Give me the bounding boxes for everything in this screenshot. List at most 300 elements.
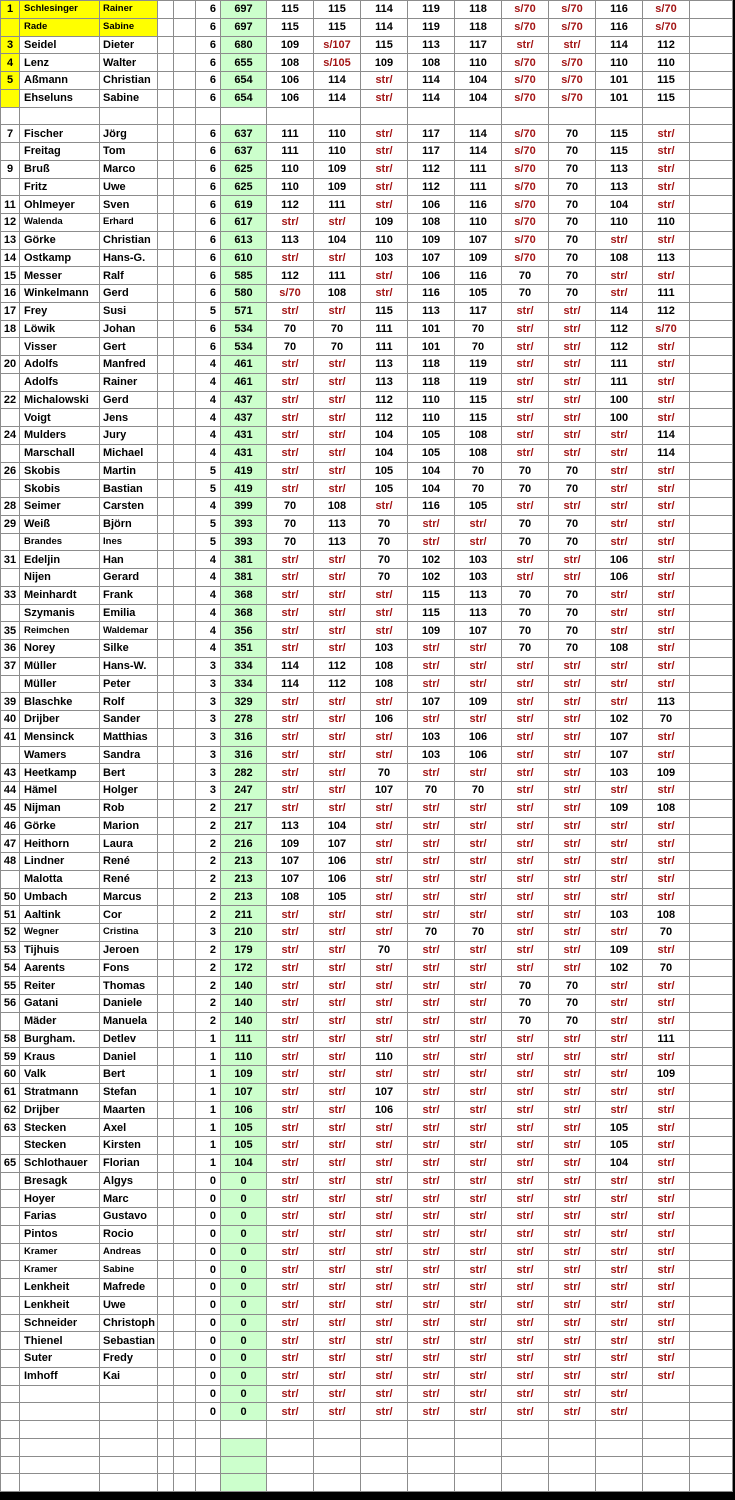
score-cell: 107 [267,853,314,871]
score-cell: 110 [643,54,690,72]
table-row [1,267,733,285]
event-count-cell: 4 [196,409,221,427]
score-cell: str/ [643,1332,690,1350]
empty-cell [174,1208,196,1226]
score-cell: str/ [596,515,643,533]
total-score-cell: 106 [221,1101,267,1119]
rank-cell [1,1137,20,1155]
score-cell: 70 [408,924,455,942]
empty-cell [174,924,196,942]
score-cell: str/ [596,853,643,871]
score-cell: 107 [455,622,502,640]
empty-cell [158,1367,174,1385]
score-cell: s/70 [643,1,690,19]
first-name-cell: Jeroen [100,941,158,959]
score-cell: str/ [408,1137,455,1155]
score-cell: 118 [455,18,502,36]
rank-cell [1,1403,20,1421]
first-name-cell: Andreas [100,1243,158,1261]
score-cell: 103 [596,906,643,924]
score-cell: str/ [267,782,314,800]
score-cell: 115 [455,391,502,409]
event-count-cell: 6 [196,125,221,143]
first-name-cell: Walter [100,54,158,72]
empty-cell [174,125,196,143]
empty-cell [174,1101,196,1119]
score-cell: str/ [502,36,549,54]
table-row [1,214,733,232]
total-score-cell: 419 [221,462,267,480]
rank-cell: 60 [1,1066,20,1084]
score-cell: 113 [408,302,455,320]
score-cell: 112 [267,196,314,214]
score-cell: str/ [596,1208,643,1226]
score-cell: str/ [596,782,643,800]
empty-cell [158,1137,174,1155]
score-cell: 106 [267,72,314,90]
score-cell: str/ [267,995,314,1013]
first-name-cell: Hans-G. [100,249,158,267]
empty-cell [174,1012,196,1030]
score-cell: str/ [549,444,596,462]
score-cell: 119 [408,18,455,36]
score-cell: str/ [502,1154,549,1172]
empty-cell [690,533,733,551]
empty-cell [690,320,733,338]
score-cell: str/ [502,409,549,427]
empty-cell [174,888,196,906]
score-cell: s/70 [502,196,549,214]
score-cell: 117 [408,125,455,143]
score-cell: str/ [267,1012,314,1030]
empty-cell [174,1154,196,1172]
last-name-cell [20,1456,100,1474]
score-cell: str/ [502,1225,549,1243]
score-cell: str/ [596,888,643,906]
table-row [1,409,733,427]
score-cell: str/ [267,551,314,569]
score-cell: str/ [314,1154,361,1172]
score-cell: 110 [314,143,361,161]
empty-cell [158,231,174,249]
score-cell [361,1456,408,1474]
score-cell: 104 [314,231,361,249]
empty-cell [174,1403,196,1421]
last-name-cell: Wamers [20,746,100,764]
score-cell: str/ [643,604,690,622]
last-name-cell: Ostkamp [20,249,100,267]
score-cell: 107 [314,835,361,853]
empty-cell [690,1350,733,1368]
table-row [1,18,733,36]
score-cell: 104 [596,1154,643,1172]
score-cell: str/ [314,1225,361,1243]
separator-row [1,107,733,125]
total-score-cell: 217 [221,817,267,835]
score-cell: 107 [361,782,408,800]
score-cell: 70 [314,338,361,356]
first-name-cell: Peter [100,675,158,693]
table-row [1,1367,733,1385]
last-name-cell: Hämel [20,782,100,800]
empty-cell [690,551,733,569]
empty-cell [158,143,174,161]
last-name-cell: Messer [20,267,100,285]
score-cell: 115 [596,143,643,161]
first-name-cell: Martin [100,462,158,480]
event-count-cell: 0 [196,1385,221,1403]
empty-cell [158,373,174,391]
score-cell: 70 [502,622,549,640]
score-cell: 113 [361,373,408,391]
score-cell: 114 [408,72,455,90]
rank-cell: 11 [1,196,20,214]
score-cell: 70 [643,711,690,729]
score-cell: str/ [596,1066,643,1084]
score-cell: str/ [596,498,643,516]
event-count-cell: 0 [196,1332,221,1350]
score-cell: str/ [549,711,596,729]
score-cell: str/ [267,640,314,658]
score-cell: str/ [502,498,549,516]
score-cell: str/ [502,427,549,445]
score-cell: 110 [455,54,502,72]
first-name-cell: Sabine [100,18,158,36]
score-cell: str/ [267,1208,314,1226]
score-cell: 107 [596,746,643,764]
last-name-cell: Schlesinger [20,1,100,19]
total-score-cell: 247 [221,782,267,800]
score-cell: str/ [502,569,549,587]
empty-cell [690,1172,733,1190]
score-cell: str/ [549,1296,596,1314]
score-cell: str/ [408,711,455,729]
score-cell: 108 [408,214,455,232]
score-cell: 117 [455,302,502,320]
rank-cell [1,1456,20,1474]
score-cell: 70 [549,462,596,480]
score-cell: 104 [408,480,455,498]
rank-cell [1,1350,20,1368]
empty-cell [174,285,196,303]
score-cell: s/70 [502,125,549,143]
score-cell: str/ [502,373,549,391]
score-cell: str/ [455,1261,502,1279]
empty-cell [690,1208,733,1226]
score-cell: str/ [267,1154,314,1172]
empty-cell [158,1154,174,1172]
score-cell: str/ [267,249,314,267]
score-cell: 70 [361,764,408,782]
total-score-cell: 0 [221,1261,267,1279]
score-cell [549,1438,596,1456]
score-cell: str/ [549,782,596,800]
event-count-cell: 1 [196,1083,221,1101]
empty-cell [174,267,196,285]
empty-cell [158,746,174,764]
score-cell: str/ [267,1403,314,1421]
score-cell: 118 [408,373,455,391]
score-cell: str/ [549,1083,596,1101]
table-row [1,569,733,587]
first-name-cell: Michael [100,444,158,462]
empty-cell [690,941,733,959]
empty-cell [174,1438,196,1456]
score-cell: str/ [502,1190,549,1208]
event-count-cell: 3 [196,675,221,693]
event-count-cell: 0 [196,1172,221,1190]
score-cell: str/ [643,1243,690,1261]
score-cell: str/ [267,1296,314,1314]
empty-cell [174,1,196,19]
score-cell: str/ [502,746,549,764]
score-cell: str/ [455,817,502,835]
empty-cell [174,480,196,498]
first-name-cell: Manfred [100,356,158,374]
score-cell: 70 [549,604,596,622]
score-cell: str/ [361,604,408,622]
score-cell: str/ [408,799,455,817]
empty-cell [158,533,174,551]
score-cell: s/70 [502,231,549,249]
last-name-cell: Hoyer [20,1190,100,1208]
empty-cell [174,89,196,107]
last-name-cell: Nijman [20,799,100,817]
score-cell: 108 [596,640,643,658]
table-row [1,72,733,90]
last-name-cell: Fischer [20,125,100,143]
score-cell: str/ [408,1172,455,1190]
rank-cell: 40 [1,711,20,729]
event-count-cell: 6 [196,178,221,196]
empty-cell [174,356,196,374]
score-cell: str/ [314,1296,361,1314]
score-cell: str/ [455,1243,502,1261]
empty-cell [158,1030,174,1048]
total-score-cell: 0 [221,1367,267,1385]
score-cell: str/ [643,1048,690,1066]
score-cell: 103 [455,569,502,587]
score-cell: str/ [643,995,690,1013]
score-cell: str/ [502,1048,549,1066]
score-cell: str/ [408,1012,455,1030]
score-cell: str/ [549,1172,596,1190]
score-cell: 114 [267,657,314,675]
score-cell: str/ [314,1314,361,1332]
empty-cell [690,888,733,906]
score-cell: str/ [314,1208,361,1226]
event-count-cell: 4 [196,373,221,391]
score-cell: str/ [361,1403,408,1421]
score-cell: str/ [643,1208,690,1226]
score-cell: 113 [361,356,408,374]
total-score-cell: 213 [221,888,267,906]
score-cell: str/ [596,1030,643,1048]
empty-cell [174,728,196,746]
total-score-cell: 107 [221,1083,267,1101]
total-score-cell: 0 [221,1350,267,1368]
score-cell: str/ [549,1314,596,1332]
score-cell: str/ [408,977,455,995]
score-cell [455,1474,502,1492]
rank-cell [1,604,20,622]
score-cell [643,1456,690,1474]
score-cell: str/ [314,782,361,800]
total-score-cell: 419 [221,480,267,498]
score-cell: 105 [361,462,408,480]
score-cell: str/ [361,1154,408,1172]
empty-cell [174,906,196,924]
empty-cell [174,196,196,214]
score-cell: str/ [455,1296,502,1314]
score-cell: 70 [549,214,596,232]
last-name-cell: Skobis [20,480,100,498]
empty-cell [174,941,196,959]
empty-cell [158,72,174,90]
table-row [1,799,733,817]
score-cell: 105 [596,1137,643,1155]
total-score-cell: 172 [221,959,267,977]
empty-cell [174,1172,196,1190]
table-row [1,1012,733,1030]
score-cell: str/ [314,1030,361,1048]
empty-cell [174,427,196,445]
score-cell: str/ [314,1048,361,1066]
score-cell: str/ [502,1385,549,1403]
empty-cell [158,924,174,942]
total-score-cell: 393 [221,533,267,551]
score-cell: str/ [314,924,361,942]
event-count-cell: 2 [196,835,221,853]
rank-cell: 9 [1,160,20,178]
table-row [1,178,733,196]
rank-cell [1,1296,20,1314]
rank-cell: 16 [1,285,20,303]
score-cell [643,1438,690,1456]
score-cell: 115 [455,409,502,427]
score-cell: 70 [549,995,596,1013]
empty-cell [174,54,196,72]
last-name-cell: Nijen [20,569,100,587]
score-cell: str/ [643,675,690,693]
empty-cell [690,1474,733,1492]
table-row [1,1385,733,1403]
score-cell: str/ [408,764,455,782]
table-row [1,1154,733,1172]
score-cell: str/ [596,1332,643,1350]
empty-cell [158,498,174,516]
score-cell: str/ [314,1350,361,1368]
last-name-cell: Görke [20,231,100,249]
event-count-cell: 2 [196,853,221,871]
score-cell: str/ [549,853,596,871]
score-cell: str/ [502,675,549,693]
total-score-cell: 399 [221,498,267,516]
total-score-cell: 431 [221,444,267,462]
empty-cell [158,1225,174,1243]
score-cell: 111 [314,267,361,285]
empty-cell [174,18,196,36]
rank-cell: 56 [1,995,20,1013]
empty-cell [158,1172,174,1190]
score-cell: str/ [408,1243,455,1261]
score-cell: str/ [314,693,361,711]
event-count-cell: 4 [196,604,221,622]
total-score-cell: 0 [221,1243,267,1261]
last-name-cell: Tijhuis [20,941,100,959]
score-cell: str/ [643,640,690,658]
score-cell: 111 [455,160,502,178]
first-name-cell: Fons [100,959,158,977]
empty-cell [158,356,174,374]
score-cell: 106 [408,196,455,214]
score-cell: str/ [549,1048,596,1066]
event-count-cell: 4 [196,640,221,658]
event-count-cell [196,1438,221,1456]
empty-cell [158,764,174,782]
table-row [1,462,733,480]
table-row [1,1119,733,1137]
rank-cell: 62 [1,1101,20,1119]
score-cell: 112 [267,267,314,285]
total-score-cell: 534 [221,320,267,338]
empty-cell [158,462,174,480]
score-cell: 70 [549,178,596,196]
event-count-cell: 2 [196,817,221,835]
rank-cell: 4 [1,54,20,72]
empty-cell [690,285,733,303]
empty-cell [158,125,174,143]
score-cell: str/ [596,995,643,1013]
event-count-cell: 2 [196,941,221,959]
score-cell: str/ [549,569,596,587]
score-cell: 108 [408,54,455,72]
total-score-cell: 585 [221,267,267,285]
empty-cell [158,1083,174,1101]
rank-cell [1,1261,20,1279]
last-name-cell: Weiß [20,515,100,533]
empty-cell [690,675,733,693]
empty-cell [174,799,196,817]
score-cell: str/ [455,640,502,658]
score-cell: 106 [314,853,361,871]
first-name-cell [100,1474,158,1492]
score-cell [455,1438,502,1456]
score-cell: str/ [502,444,549,462]
first-name-cell: Jury [100,427,158,445]
empty-cell [174,764,196,782]
first-name-cell: Jens [100,409,158,427]
empty-cell [690,870,733,888]
score-cell: str/ [549,356,596,374]
score-cell: str/ [643,1083,690,1101]
score-cell: str/ [267,427,314,445]
event-count-cell: 0 [196,1261,221,1279]
score-cell: 116 [596,18,643,36]
total-score-cell: 211 [221,906,267,924]
score-cell: str/ [361,125,408,143]
score-cell: s/70 [643,320,690,338]
score-cell: str/ [314,995,361,1013]
empty-cell [158,1385,174,1403]
score-cell: str/ [596,1048,643,1066]
score-cell: str/ [361,1261,408,1279]
score-cell: str/ [408,888,455,906]
score-cell: 114 [314,89,361,107]
empty-cell [158,196,174,214]
score-cell: 106 [267,89,314,107]
empty-cell [690,959,733,977]
